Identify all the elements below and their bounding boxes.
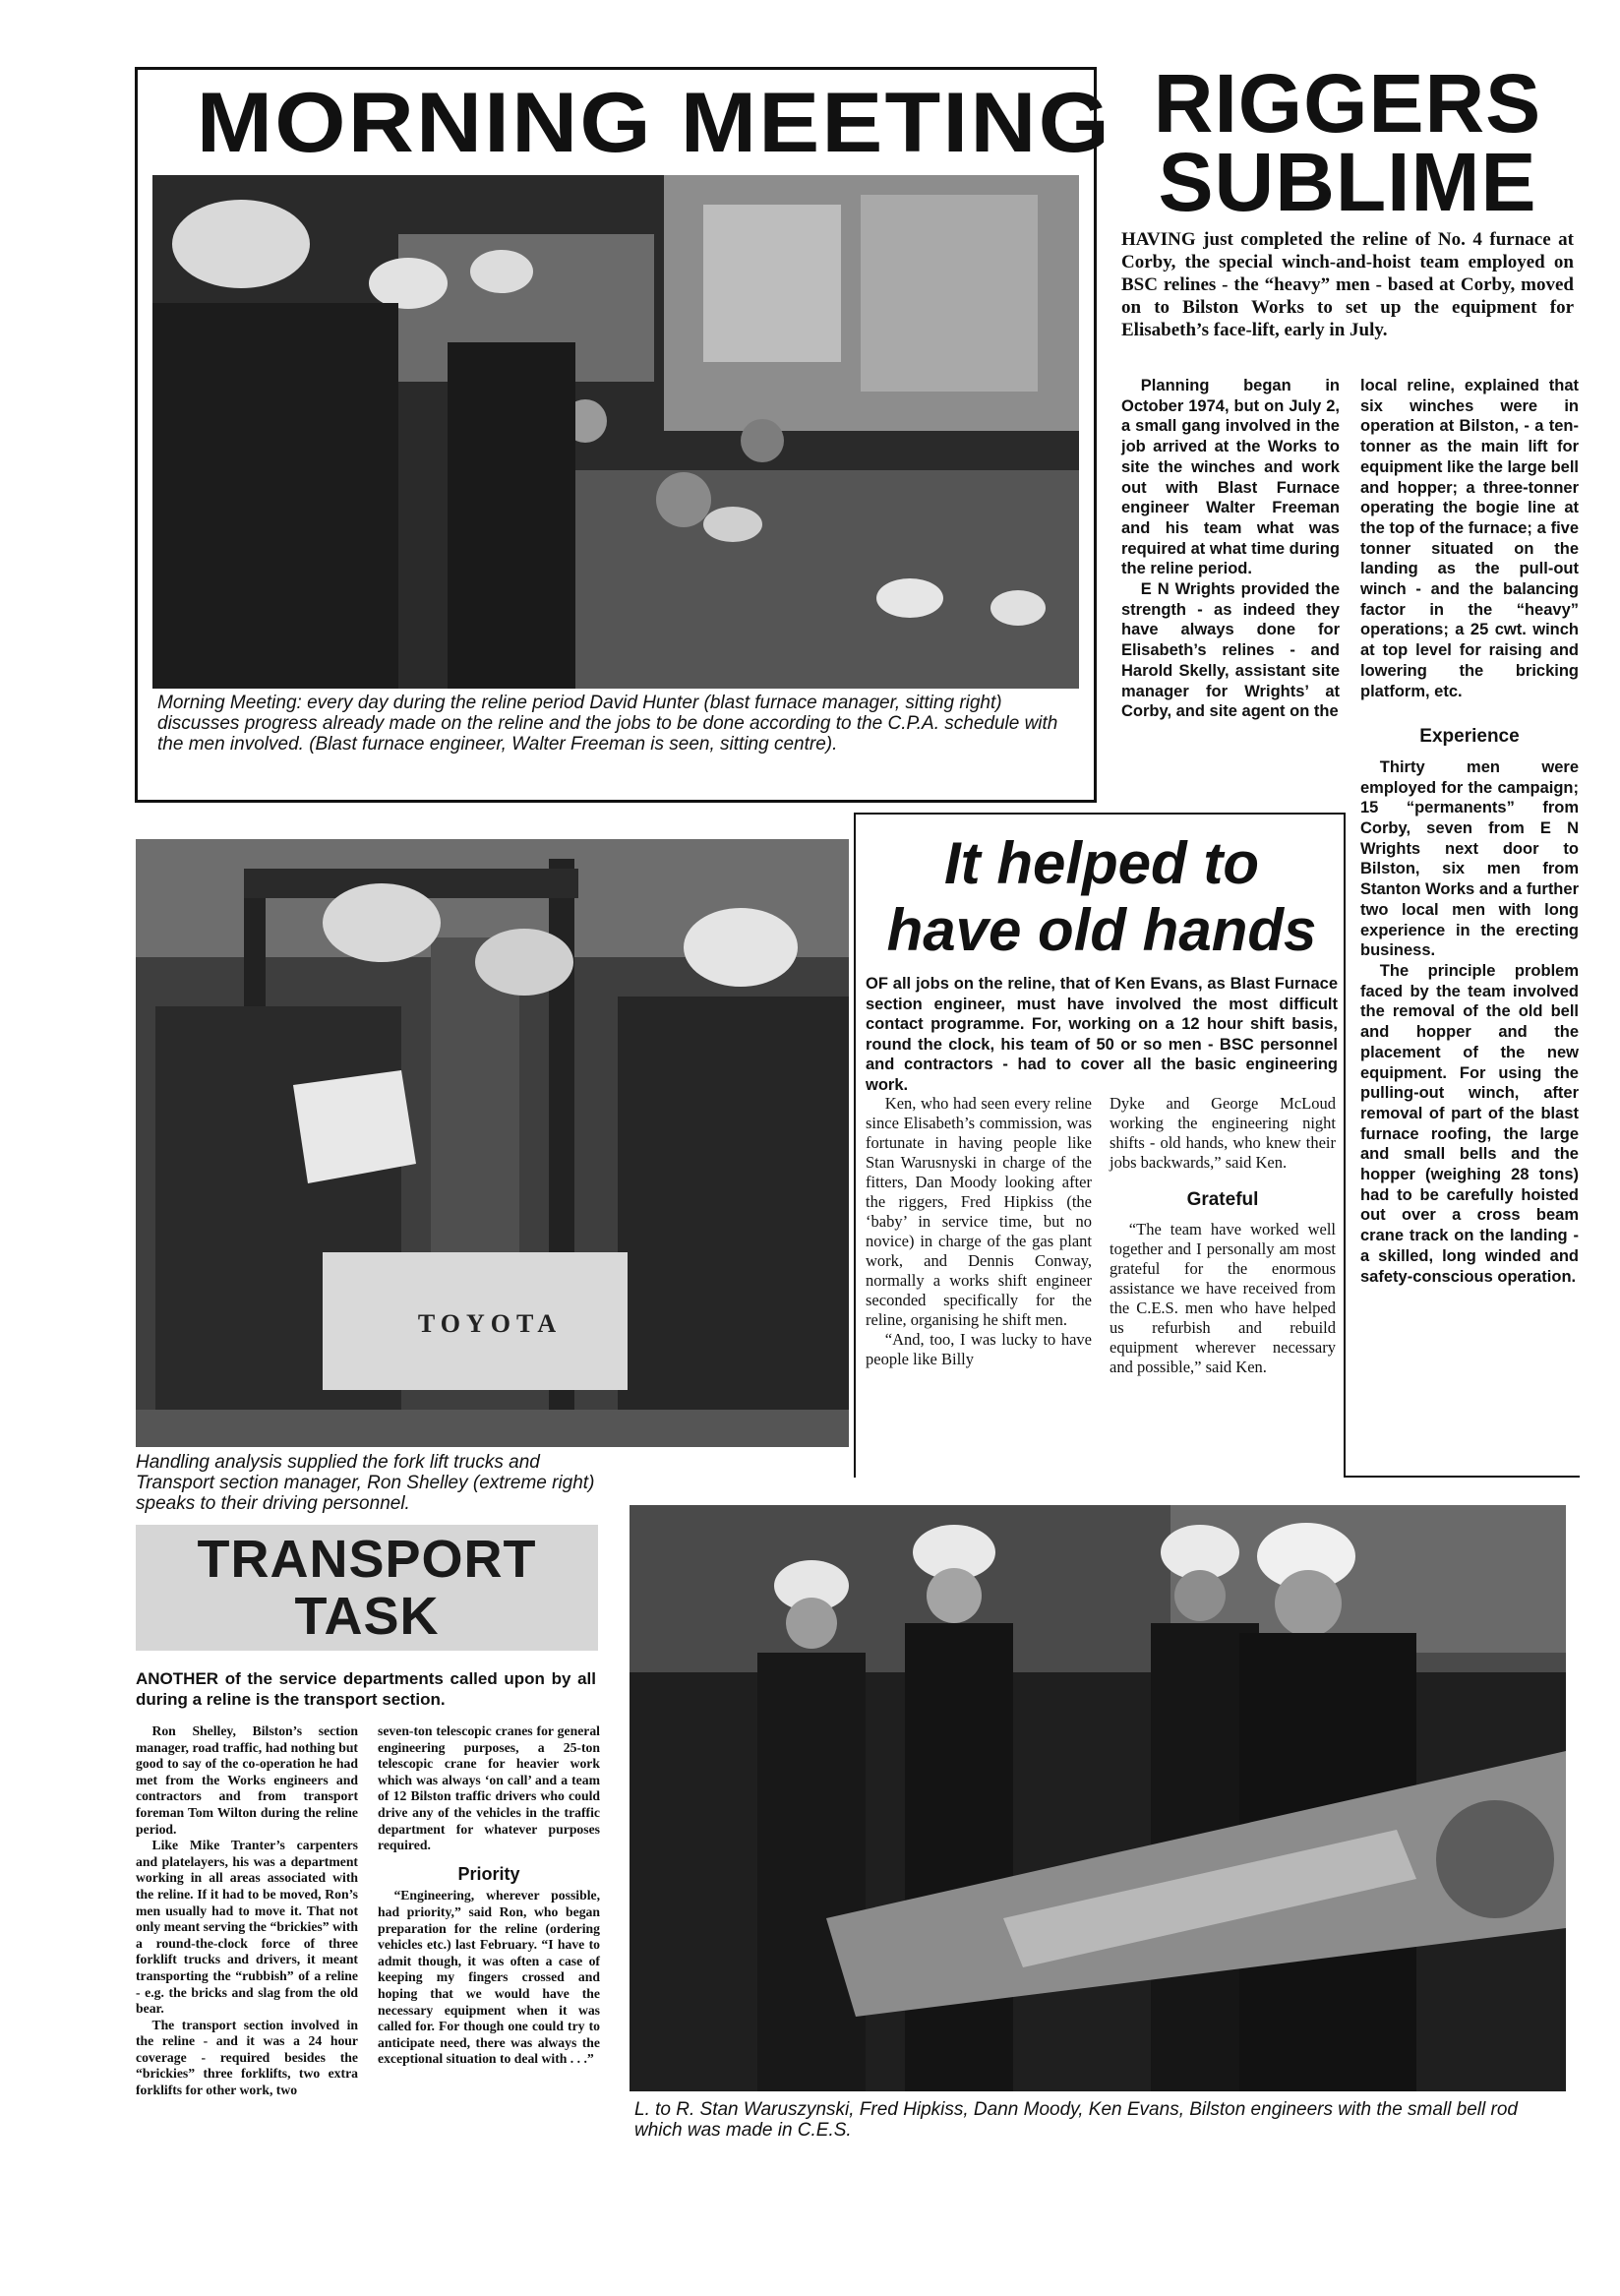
- transport-intro: ANOTHER of the service departments called upon by all during a reline is the transport section.: [136, 1669, 596, 1709]
- riggers-intro: HAVING just completed the reline of No. 4 furnace at Corby, the special winch-and-hoist team employed on BSC relines - the “heavy” men - based at Corby, moved on to Bilston Works to set up the equipment for Elisabeth’s face-lift, early in July.: [1121, 229, 1574, 340]
- old-hands-column-2: [1110, 1094, 1336, 1377]
- transport-col2-para2: “Engineering, wherever possible, had priority,” said Ron, who began preparation for the reline (ordering vehicles etc.) last February. “I have to admit though, it was often a case of keeping my fingers crossed and hoping that we would have the necessary equipment when it was called for. For though one could try to anticipate need, there was always the exceptional situation to deal with . . .”: [378, 1888, 600, 2067]
- bell-rod-photo: [630, 1505, 1566, 2091]
- transport-col1-para1: Ron Shelley, Bilston’s section manager, road traffic, had nothing but good to say of the co-operation he had met from the Works engineers and contractors and from transport foreman Tom Wilton during the reline period.: [136, 1723, 358, 1837]
- old-hands-column-1: [866, 1094, 1092, 1369]
- riggers-column-2: [1360, 376, 1579, 1287]
- old-hands-bottom-rule: [1344, 1476, 1580, 1478]
- old-hands-right-rule: [1344, 813, 1346, 1478]
- morning-meeting-photo: [152, 175, 1079, 689]
- riggers-headline-line2: SUBLIME: [1158, 136, 1537, 228]
- meeting-photo-illustration: [152, 175, 1079, 689]
- riggers-col2-para1: local reline, explained that six winches were in operation at Bilston, - a ten-tonner as the main lift for equipment like the large bell and hopper; a three-tonner operating the bogie line at the top of the furnace; a five tonner situated on the landing as the pull-out winch - and the balancing factor in the “heavy” operations; a 25 cwt. winch at top level for raising and lowering the bricking platform, etc.: [1360, 377, 1579, 700]
- transport-column-2: [378, 1723, 600, 2068]
- transport-headline-line1: TRANSPORT: [197, 1530, 537, 1589]
- forklift-caption: Handling analysis supplied the fork lift trucks and Transport section manager, Ron Shelley (extreme right) speaks to their driving personnel.: [136, 1452, 595, 1514]
- old-hands-col2-para2: “The team have worked well together and I personally am most grateful for the enormous assistance we have received from the C.E.S. men who have helped us refurbish and rebuild equipment wherever necessary and possible,” said Ken.: [1110, 1220, 1336, 1376]
- riggers-column-1: [1121, 376, 1340, 722]
- riggers-headline-line1: RIGGERS: [1153, 57, 1542, 150]
- old-hands-headline-line2: have old hands: [886, 897, 1317, 963]
- forklift-photo-illustration: [136, 839, 849, 1447]
- subhead-priority: Priority: [457, 1863, 520, 1884]
- transport-column-1: [136, 1723, 358, 2099]
- old-hands-col1-para1: Ken, who had seen every reline since Elisabeth’s commission, was fortunate in having people like Stan Warusnyski in charge of the fitters, Dan Moody looking after the riggers, Fred Hipkiss (the ‘baby’ in service time, but no novice) in charge of the gas plant work, and Dennis Conway, normally a works shift engineer seconded specifically for the reline, organising he shift men.: [866, 1094, 1092, 1329]
- old-hands-intro: OF all jobs on the reline, that of Ken Evans, as Blast Furnace section engineer, must have involved the most difficult contact programme. For, working on a 12 hour shift basis, round the clock, his team of 50 or so men - BSC personnel and contractors - had to cover all the basic engineering work.: [866, 975, 1338, 1094]
- bell-rod-photo-illustration: [630, 1505, 1566, 2091]
- subhead-experience: Experience: [1419, 726, 1520, 748]
- bell-rod-caption: L. to R. Stan Waruszynski, Fred Hipkiss, Dann Moody, Ken Evans, Bilston engineers with the small bell rod which was made in C.E.S.: [634, 2099, 1518, 2141]
- morning-meeting-caption: Morning Meeting: every day during the reline period David Hunter (blast furnace manager, sitting right) discusses progress already made on the reline and the jobs to be done according to the C.P.A. schedule with the men involved. (Blast furnace engineer, Walter Freeman is seen, sitting centre).: [157, 693, 1058, 755]
- transport-col2-para1: seven-ton telescopic cranes for general engineering purposes, a 25-ton telescopic crane for heavier work which was always ‘on call’ and a team of 12 Bilston traffic drivers who could drive any of the vehicles in the traffic department for whatever purposes required.: [378, 1723, 600, 1853]
- subhead-grateful: Grateful: [1186, 1189, 1259, 1210]
- transport-headline-line2: TASK: [294, 1587, 440, 1646]
- old-hands-headline-line1: It helped to: [944, 830, 1259, 896]
- riggers-col1-para2: E N Wrights provided the strength - as indeed they have always done for Elisabeth’s relines - and Harold Skelly, assistant site manager for Wrights’ at Corby, and site agent on the: [1121, 580, 1340, 721]
- old-hands-col2-para1: Dyke and George McLoud working the engineering night shifts - old hands, who knew their jobs backwards,” said Ken.: [1110, 1094, 1336, 1172]
- transport-col1-para3: The transport section involved in the reline - and it was a 24 hour coverage - required besides the “brickies” three forklifts, two extra forklifts for other work, two: [136, 2017, 358, 2098]
- riggers-col2-para2: Thirty men were employed for the campaign; 15 “permanents” from Corby, seven from E N Wrights next door to Bilston, six men from Stanton Works and a further two local men with long experience in the erecting business.: [1360, 757, 1579, 960]
- transport-col1-para2: Like Mike Tranter’s carpenters and platelayers, his was a department working in all areas associated with the reline. If it had to be moved, Ron’s men usually had to move it. That not only meant serving the “brickies” with a round-the-clock force of three forklift trucks and drivers, it meant transporting the “rubbish” of a reline - e.g. the bricks and slag from the old bear.: [136, 1838, 358, 2017]
- morning-meeting-headline: MORNING MEETING: [196, 76, 1112, 170]
- old-hands-col1-para2: “And, too, I was lucky to have people like Billy: [866, 1330, 1092, 1368]
- forklift-photo: [136, 839, 849, 1447]
- toyota-truck-label: TOYOTA: [417, 1309, 563, 1338]
- riggers-col2-para3: The principle problem faced by the team involved the removal of the old bell and hopper and the placement of the new equipment. For using the pulling-out winch, after removal of part of the blast furnace roofing, the large and small bells and the hopper (weighing 28 tons) had to be carefully hoisted out over a cross beam crane track on the landing - a skilled, long winded and safety-conscious operation.: [1360, 961, 1579, 1286]
- riggers-col1-para1: Planning began in October 1974, but on July 2, a small gang involved in the job arrived at the Works to site the winches and work out with Blast Furnace engineer Walter Freeman and his team what was required at what time during the reline period.: [1121, 377, 1340, 578]
